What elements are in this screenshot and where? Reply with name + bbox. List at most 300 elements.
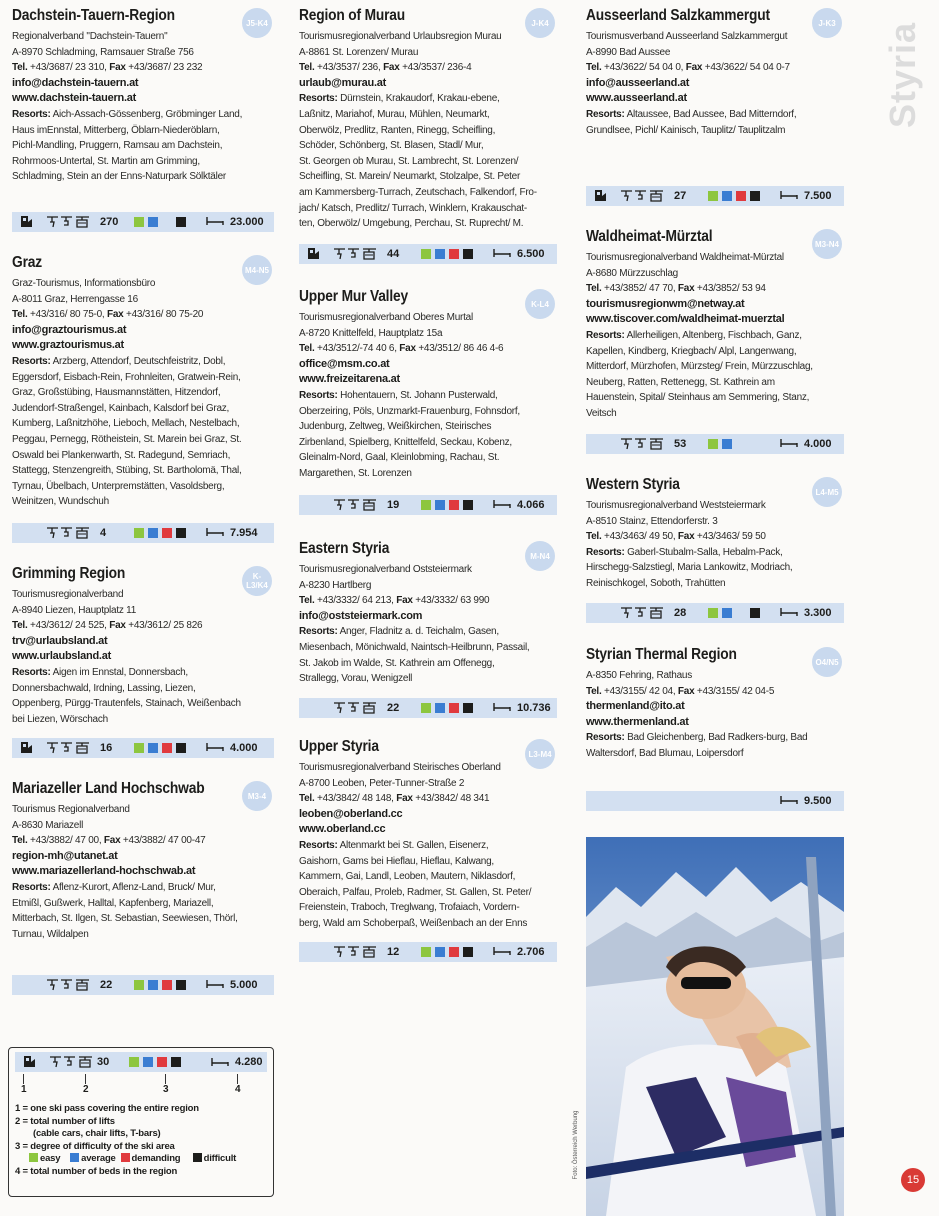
- map-grid-badge: M4-N5: [242, 255, 272, 285]
- bed-icon: [493, 946, 511, 959]
- bed-icon: [211, 1057, 229, 1067]
- resorts-text: Oberaich, Palfau, Proleb, Radmer, St. Gallen, St. Peter/: [299, 886, 532, 898]
- resorts-line: [299, 838, 557, 854]
- fax-number: +43/316/ 80 75-20: [126, 309, 204, 321]
- average-square: [148, 217, 158, 227]
- address-line: Graz-Tourismus, Informationsbüro: [12, 278, 156, 289]
- average-swatch: [143, 1057, 153, 1067]
- resorts-text: Altaussee, Bad Aussee, Bad Mitterndorf,: [626, 108, 797, 120]
- average-square: [148, 743, 158, 753]
- ski-pass-icon: [12, 212, 42, 232]
- legend-demanding-label: demanding: [131, 1153, 181, 1165]
- address-line: A-8861 St. Lorenzen/ Murau: [299, 46, 419, 58]
- resorts-text: Neuberg, Ratten, Rettenegg, St. Kathrein am: [586, 376, 775, 388]
- resorts-text: Graz, Großstübing, Hausmannstätten, Hitzendorf,: [12, 387, 221, 399]
- resorts-text: Mitterbach, St. Ilgen, St. Sebastian, Seewiesen, Thörl,: [12, 913, 238, 925]
- page-number-badge: [901, 1168, 925, 1192]
- resorts-line: [299, 900, 557, 916]
- fax-number: +43/3687/ 23 232: [128, 62, 203, 74]
- fax-number: +43/3537/ 236-4: [402, 62, 472, 74]
- region-title: Dachstein-Tauern-Region: [12, 7, 175, 24]
- resorts-line: [299, 916, 557, 932]
- website-link[interactable]: www.thermenland.at: [586, 715, 689, 728]
- region-title: Styrian Thermal Region: [586, 646, 737, 663]
- address-line: Tourismusregionalverband Steirisches Oberland: [299, 762, 501, 773]
- map-grid-badge: M3-4: [242, 781, 272, 811]
- resorts-line: [12, 385, 274, 401]
- demanding-square: [449, 500, 459, 510]
- resorts-line: [12, 401, 274, 417]
- fax-label: Fax: [106, 309, 124, 321]
- resorts-label: Resorts:: [299, 839, 338, 851]
- tel-label: Tel.: [586, 531, 602, 543]
- resorts-line: [299, 404, 557, 420]
- tel-number: +43/3852/ 47 70,: [604, 283, 676, 295]
- resorts-text: Hohentauern, St. Johann Pusterwald,: [340, 389, 498, 401]
- resorts-text: Pichl-Mandling, Pruggern, Ramsau am Dachstein,: [12, 140, 223, 152]
- region-contact: [12, 802, 274, 942]
- address-line: Tourismusverband Ausseerland Salzkammergut: [586, 31, 788, 42]
- fax-label: Fax: [677, 283, 695, 295]
- bed-icon: [780, 607, 798, 620]
- tel-number: +43/3612/ 24 525,: [30, 620, 107, 632]
- stats-bar-upper-mur-valley: [299, 495, 557, 515]
- bed-icon: [206, 216, 224, 229]
- resorts-label: Resorts:: [299, 626, 338, 638]
- difficult-square: [463, 947, 473, 957]
- beds-count-group: [780, 791, 832, 811]
- bed-icon: [493, 702, 511, 715]
- address-line: A-8680 Mürzzuschlag: [586, 267, 678, 279]
- resorts-text: Haus imEnnstal, Mitterberg, Öblarn-Niederöblarn,: [12, 124, 220, 136]
- resorts-text: Etmißl, Gußwerk, Halltal, Kapfenberg, Mariazell,: [12, 897, 214, 909]
- tel-number: +43/3463/ 49 50,: [604, 531, 676, 543]
- resorts-text: am Kammersberg-Turrach, Zeutschach, Falkendorf, Fro-: [299, 186, 537, 198]
- easy-square: [134, 743, 144, 753]
- legend-difficulty: [129, 1057, 181, 1067]
- email-link[interactable]: thermenland@ito.at: [586, 700, 685, 713]
- lift-count: 12: [387, 946, 400, 958]
- resorts-line: [12, 463, 274, 479]
- resorts-line: [12, 911, 274, 927]
- resorts-text: berg, Wald am Schoberpaß, Weißenbach an der Enns: [299, 917, 528, 929]
- resorts-text: ten, Oberwölz/ Umgebung, Perchau, St. Ruprecht/ M.: [299, 218, 524, 230]
- resorts-line: [299, 107, 557, 123]
- region-contact: [12, 29, 274, 185]
- lift-count: 16: [100, 742, 113, 754]
- difficulty-squares: [134, 743, 186, 753]
- phone-fax-line: [299, 341, 557, 357]
- email-link[interactable]: tourismusregionwm@netway.at: [586, 297, 745, 310]
- resorts-line: [299, 123, 557, 139]
- difficulty-squares: [421, 249, 473, 259]
- region-western-styria: [586, 475, 844, 592]
- difficulty-squares: [708, 439, 760, 449]
- beds-count-group: [206, 738, 258, 758]
- average-square: [722, 439, 732, 449]
- legend-explanations: [15, 1103, 236, 1179]
- lift-icons: [49, 1052, 93, 1072]
- lift-icons: [620, 186, 664, 206]
- tel-label: Tel.: [12, 620, 28, 632]
- resorts-text: Hauenstein, Spital/ Steinhaus am Semmering, Stanz,: [586, 392, 810, 404]
- tel-label: Tel.: [12, 62, 28, 74]
- resorts-line: [299, 185, 557, 201]
- resorts-text: Oswald bei Plankenwarth, St. Radegund, Semriach,: [12, 449, 231, 461]
- region-title: Upper Styria: [299, 738, 379, 755]
- none-square: [736, 608, 746, 618]
- side-title: [880, 12, 926, 137]
- resorts-text: Schladming, Stein an der Enns-Naturpark Sölktäler: [12, 171, 226, 183]
- bed-count: 4.000: [804, 438, 832, 450]
- resorts-label: Resorts:: [12, 881, 51, 893]
- resorts-line: [12, 432, 274, 448]
- map-grid-badge: J-K3: [812, 8, 842, 38]
- tel-number: +43/3882/ 47 00,: [30, 835, 102, 847]
- email-link[interactable]: info@dachstein-tauern.at: [12, 76, 139, 89]
- stats-bar-waldheimat-muerztal: [586, 434, 844, 454]
- difficult-square: [176, 217, 186, 227]
- fax-number: +43/3463/ 59 50: [696, 531, 766, 543]
- resorts-text: Eggersdorf, Eisbach-Rein, Frohnleiten, Gratwein-Rein,: [12, 371, 241, 383]
- region-contact: [586, 668, 844, 762]
- website-link[interactable]: www.freizeitarena.at: [299, 373, 400, 386]
- resorts-line: [586, 406, 844, 422]
- beds-count-group: [206, 975, 258, 995]
- photo-credit: [566, 1090, 580, 1210]
- phone-fax-line: [12, 60, 274, 76]
- lift-count: 27: [674, 190, 687, 202]
- email-link[interactable]: region-mh@utanet.at: [12, 849, 118, 862]
- resorts-line: [12, 681, 274, 697]
- region-contact: [299, 310, 557, 482]
- resorts-line: [299, 388, 557, 404]
- resorts-text: Zirbenland, Spielberg, Knittelfeld, Seckau, Kobenz,: [299, 436, 512, 448]
- website-link[interactable]: www.ausseerland.at: [586, 92, 687, 105]
- resorts-line: [299, 435, 557, 451]
- easy-square: [421, 500, 431, 510]
- phone-fax-line: [586, 684, 844, 700]
- resorts-text: St. Jakob im Walde, St. Kathrein am Offenegg,: [299, 657, 495, 669]
- resorts-line: [586, 730, 844, 746]
- email-link[interactable]: office@msm.co.at: [299, 357, 390, 370]
- website-link[interactable]: www.oberland.cc: [299, 823, 386, 836]
- bed-icon: [493, 248, 511, 261]
- phone-fax-line: [586, 281, 844, 297]
- email-link[interactable]: trv@urlaubsland.at: [12, 634, 108, 647]
- map-grid-badge: M3-N4: [812, 229, 842, 259]
- resorts-line: [12, 107, 274, 123]
- easy-square: [421, 249, 431, 259]
- resorts-line: [299, 138, 557, 154]
- region-contact: [12, 587, 274, 727]
- region-title: Waldheimat-Mürztal: [586, 228, 713, 245]
- fax-number: +43/3512/ 86 46 4-6: [418, 343, 504, 355]
- address-line: A-8970 Schladming, Ramsauer Straße 756: [12, 46, 194, 58]
- resorts-text: Judenburg, Zeltweg, Weißkirchen, Steirisches: [299, 421, 492, 433]
- lift-count: 270: [100, 216, 119, 228]
- resorts-line: [299, 885, 557, 901]
- region-styrian-thermal: [586, 645, 844, 762]
- fax-label: Fax: [399, 343, 416, 355]
- resorts-text: Strallegg, Vorau, Wenigzell: [299, 673, 413, 685]
- resorts-line: [12, 927, 274, 943]
- tel-number: +43/3842/ 48 148,: [317, 793, 394, 805]
- difficult-square: [176, 528, 186, 538]
- tel-number: +43/3512/-74 40 6,: [317, 343, 397, 355]
- resorts-text: Kapellen, Kindberg, Kriegbach/ Alpl, Langenwang,: [586, 345, 797, 357]
- resorts-text: jach/ Katsch, Predlitz/ Turrach, Winklern, Krakauschat-: [299, 202, 528, 214]
- legend-item-3: 3 = degree of difficulty of the ski area: [15, 1140, 175, 1152]
- resorts-line: [299, 869, 557, 885]
- difficulty-squares: [708, 608, 760, 618]
- average-square: [435, 249, 445, 259]
- difficulty-squares: [421, 703, 473, 713]
- bed-icon: [206, 527, 224, 540]
- tel-label: Tel.: [12, 309, 28, 321]
- region-murau: [299, 6, 557, 232]
- easy-square: [134, 980, 144, 990]
- ski-pass-icon: [299, 244, 329, 264]
- phone-fax-line: [12, 833, 274, 849]
- address-line: A-8510 Stainz, Ettendorferstr. 3: [586, 515, 718, 527]
- address-line: Tourismusregionalverband: [12, 589, 124, 600]
- tel-label: Tel.: [12, 835, 28, 847]
- fax-label: Fax: [109, 62, 126, 74]
- resorts-label: Resorts:: [12, 666, 51, 678]
- bed-count: 10.736: [517, 702, 551, 714]
- address-line: A-8990 Bad Aussee: [586, 46, 671, 58]
- legend-beds: [211, 1052, 263, 1072]
- resorts-text: Hirschegg-Salzstiegl, Maria Lankowitz, Modriach,: [586, 562, 793, 574]
- lift-count: 22: [387, 702, 400, 714]
- tel-number: +43/3537/ 236,: [317, 62, 381, 74]
- website-link[interactable]: www.tiscover.com/waldheimat-muerztal: [586, 313, 785, 326]
- region-ausseerland: [586, 6, 844, 138]
- lift-count: 19: [387, 499, 400, 511]
- bed-count: 23.000: [230, 216, 264, 228]
- map-grid-badge: O4/N5: [812, 647, 842, 677]
- address-line: Regionalverband "Dachstein-Tauern": [12, 31, 168, 42]
- region-upper-styria: [299, 737, 557, 932]
- resorts-line: [12, 138, 274, 154]
- beds-count-group: [493, 495, 545, 515]
- resorts-label: Resorts:: [12, 355, 51, 367]
- bed-count: 5.000: [230, 979, 258, 991]
- demanding-square: [449, 947, 459, 957]
- lift-icons: [46, 975, 90, 995]
- resorts-text: Donnersbachwald, Irdning, Lassing, Liezen,: [12, 682, 196, 694]
- stats-bar-murau: [299, 244, 557, 264]
- fax-number: +43/3852/ 53 94: [696, 283, 766, 295]
- stats-bar-styrian-thermal: [586, 791, 844, 811]
- resorts-text: Oppenberg, Pürgg-Trautenfels, Stainach, Weißenbach: [12, 698, 241, 710]
- resorts-text: Kumberg, Laßnitzhöhe, Lieboch, Mellach, Nestelbach,: [12, 418, 240, 430]
- resorts-text: Turnau, Wildalpen: [12, 928, 89, 940]
- website-link[interactable]: www.graztourismus.at: [12, 339, 124, 352]
- resorts-text: Mitterdorf, Mürzhofen, Mürzsteg/ Frein, Mürzzuschlag,: [586, 361, 813, 373]
- fax-number: +43/3155/ 42 04-5: [696, 685, 775, 697]
- phone-fax-line: [12, 618, 274, 634]
- bed-count: 7.500: [804, 190, 832, 202]
- average-square: [148, 980, 158, 990]
- resorts-line: [586, 107, 844, 123]
- resorts-text: Aigen im Ennstal, Donnersbach,: [52, 666, 188, 678]
- difficult-square: [750, 608, 760, 618]
- resorts-line: [586, 375, 844, 391]
- resorts-text: bei Liezen, Wörschach: [12, 713, 108, 725]
- resorts-line: [299, 154, 557, 170]
- region-title: Graz: [12, 254, 43, 271]
- stats-bar-ausseerland: [586, 186, 844, 206]
- resorts-text: Veitsch: [586, 407, 617, 419]
- resorts-text: Altenmarkt bei St. Gallen, Eisenerz,: [339, 839, 489, 851]
- region-dachstein-tauern: [12, 6, 274, 185]
- easy-swatch: [129, 1057, 139, 1067]
- fax-number: +43/3882/ 47 00-47: [122, 835, 206, 847]
- resorts-line: [586, 746, 844, 762]
- difficulty-squares: [134, 528, 186, 538]
- website-link[interactable]: www.urlaubsland.at: [12, 650, 111, 663]
- resorts-text: Grundlsee, Pichl/ Kainisch, Tauplitz/ Tauplitzalm: [586, 124, 786, 136]
- tel-number: +43/3687/ 23 310,: [30, 62, 107, 74]
- lift-count: 53: [674, 438, 687, 450]
- map-grid-badge: K-L3/K4: [242, 566, 272, 596]
- stats-bar-dachstein-tauern: [12, 212, 274, 232]
- difficulty-squares: [421, 947, 473, 957]
- demanding-swatch: [157, 1057, 167, 1067]
- resorts-label: Resorts:: [299, 389, 338, 401]
- region-waldheimat-muerztal: [586, 227, 844, 422]
- difficult-square: [463, 703, 473, 713]
- legend-tick-2: 2: [83, 1084, 89, 1095]
- demanding-square: [449, 703, 459, 713]
- address-line: Tourismusregionalverband Waldheimat-Mürztal: [586, 252, 784, 263]
- resorts-text: Judendorf-Straßengel, Kainbach, Kalsdorf bei Graz,: [12, 402, 230, 414]
- lift-icons: [46, 738, 90, 758]
- beds-count-group: [780, 186, 832, 206]
- phone-fax-line: [12, 307, 274, 323]
- resorts-text: Gleinalm-Nord, Gaal, Kleinlobming, Rachau, St.: [299, 452, 500, 464]
- resorts-text: Miesenbach, Mönichwald, Naintsch-Heilbrunn, Passail,: [299, 641, 530, 653]
- bed-icon: [493, 499, 511, 512]
- fax-label: Fax: [103, 835, 121, 847]
- region-title: Eastern Styria: [299, 540, 390, 557]
- phone-fax-line: [586, 60, 844, 76]
- region-contact: [586, 29, 844, 138]
- tel-label: Tel.: [299, 343, 315, 355]
- phone-fax-line: [586, 529, 844, 545]
- average-square: [722, 608, 732, 618]
- fax-label: Fax: [677, 531, 695, 543]
- tel-label: Tel.: [299, 793, 315, 805]
- email-link[interactable]: info@ausseerland.at: [586, 76, 690, 89]
- tel-label: Tel.: [586, 283, 602, 295]
- address-line: A-8700 Leoben, Peter-Tunner-Straße 2: [299, 777, 465, 789]
- resorts-line: [12, 416, 274, 432]
- beds-count-group: [206, 523, 258, 543]
- difficulty-squares: [708, 191, 760, 201]
- fax-number: +43/3842/ 48 341: [415, 793, 490, 805]
- resorts-line: [299, 624, 557, 640]
- demanding-square: [162, 743, 172, 753]
- bed-icon: [780, 190, 798, 203]
- resorts-text: Rohrmoos-Untertal, St. Martin am Grimming,: [12, 155, 200, 167]
- tel-number: +43/3332/ 64 213,: [317, 595, 394, 607]
- bed-count: 9.500: [804, 795, 832, 807]
- resorts-line: [12, 696, 274, 712]
- region-title: Grimming Region: [12, 565, 126, 582]
- demanding-square: [162, 528, 172, 538]
- resorts-line: [586, 328, 844, 344]
- legend-item-1: 1 = one ski pass covering the entire region: [15, 1103, 199, 1114]
- phone-fax-line: [299, 791, 557, 807]
- region-mariazeller-land: [12, 779, 274, 942]
- resorts-line: [586, 344, 844, 360]
- resorts-line: [12, 665, 274, 681]
- fax-label: Fax: [685, 62, 703, 74]
- address-line: Tourismusregionalverband Oststeiermark: [299, 564, 472, 575]
- region-graz: [12, 253, 274, 510]
- ski-pass-icon: [586, 186, 616, 206]
- easy-square: [421, 947, 431, 957]
- legend-tick-marks: [9, 1072, 275, 1096]
- resorts-text: Aflenz-Kurort, Aflenz-Land, Bruck/ Mur,: [52, 881, 216, 893]
- tel-number: +43/3622/ 54 04 0,: [604, 62, 684, 74]
- resorts-text: St. Georgen ob Murau, St. Lambrecht, St. Lorenzen/: [299, 155, 519, 167]
- tel-label: Tel.: [586, 62, 602, 74]
- lift-count: 4: [100, 527, 107, 539]
- legend-box: [8, 1047, 274, 1197]
- email-link[interactable]: info@oststeiermark.com: [299, 609, 423, 622]
- address-line: Tourismusregionalverband Weststeiermark: [586, 500, 766, 511]
- resorts-line: [12, 712, 274, 728]
- email-link[interactable]: info@graztourismus.at: [12, 323, 127, 336]
- resorts-text: Peggau, Pernegg, Rötheistein, St. Marein bei Graz, St.: [12, 433, 242, 445]
- website-link[interactable]: www.dachstein-tauern.at: [12, 92, 137, 105]
- address-line: A-8350 Fehring, Rathaus: [586, 670, 692, 681]
- legend-item-2: 2 = total number of lifts: [15, 1115, 115, 1127]
- region-contact: [586, 498, 844, 592]
- resorts-text: Oberzeiring, Pöls, Unzmarkt-Frauenburg, Fohnsdorf,: [299, 405, 520, 417]
- resorts-text: Bad Gleichenberg, Bad Radkers-burg, Bad: [627, 732, 808, 744]
- easy-square: [134, 528, 144, 538]
- lift-icons: [620, 603, 664, 623]
- fax-label: Fax: [109, 620, 126, 632]
- skiers-photo: [586, 837, 844, 1216]
- email-link[interactable]: urlaub@murau.at: [299, 76, 387, 89]
- tel-number: +43/316/ 80 75-0,: [30, 309, 105, 321]
- website-link[interactable]: www.mariazellerland-hochschwab.at: [12, 865, 196, 878]
- address-line: Tourismus Regionalverband: [12, 804, 130, 815]
- email-link[interactable]: leoben@oberland.cc: [299, 807, 403, 820]
- resorts-text: Scheifling, St. Marein/ Neumarkt, Stolzalpe, St. Peter: [299, 171, 521, 183]
- difficult-square: [750, 191, 760, 201]
- beds-count-group: [493, 698, 551, 718]
- legend-difficult-label: difficult: [203, 1153, 237, 1165]
- resorts-label: Resorts:: [586, 732, 625, 744]
- address-line: A-8940 Liezen, Hauptplatz 11: [12, 604, 137, 616]
- average-square: [435, 703, 445, 713]
- none-square: [750, 439, 760, 449]
- resorts-line: [12, 169, 274, 185]
- map-grid-badge: L4-M5: [812, 477, 842, 507]
- address-line: A-8011 Graz, Herrengasse 16: [12, 293, 138, 305]
- map-grid-badge: L3-M4: [525, 739, 555, 769]
- bed-count: 2.706: [517, 946, 545, 958]
- bed-count: 4.066: [517, 499, 545, 511]
- region-contact: [586, 250, 844, 422]
